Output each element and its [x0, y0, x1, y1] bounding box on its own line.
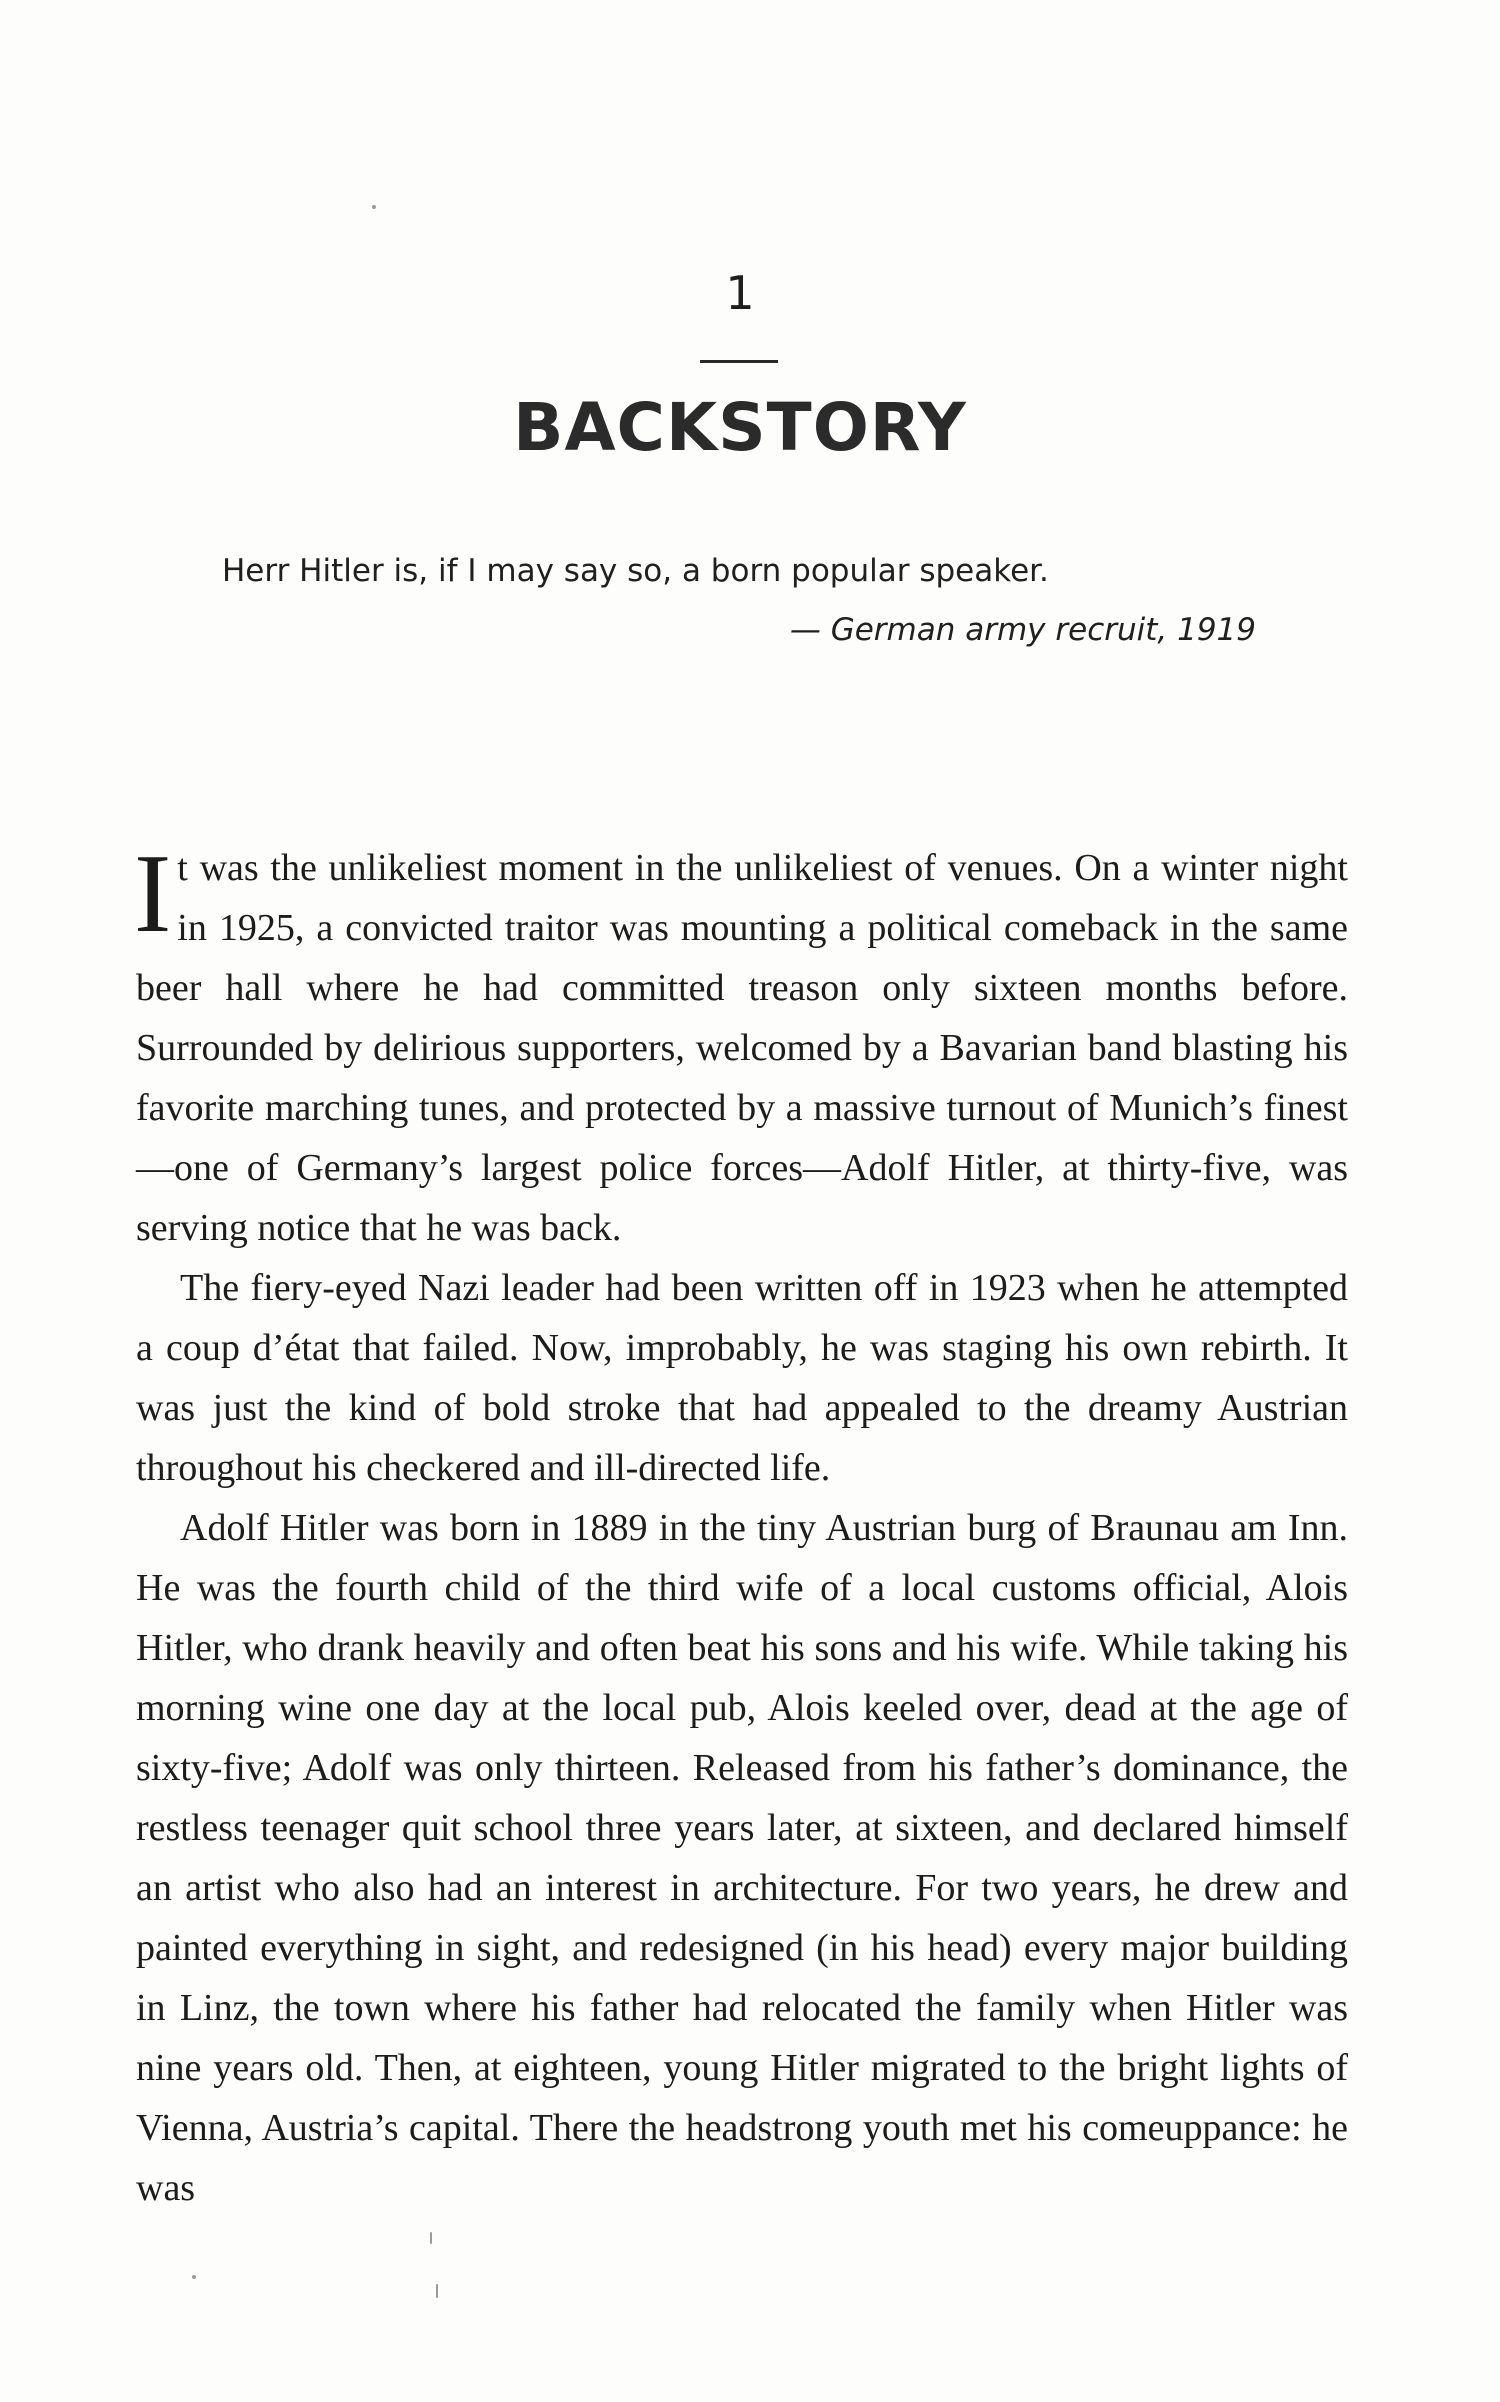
scan-speck — [436, 2284, 438, 2298]
drop-cap: I — [134, 832, 172, 956]
chapter-title: BACKSTORY — [513, 389, 967, 466]
body-text — [134, 832, 1348, 2218]
scan-speck — [372, 205, 376, 209]
epigraph-attribution: — German army recruit, 1919 — [789, 612, 1256, 648]
epigraph-quote: Herr Hitler is, if I may say so, a born popular speaker. — [222, 553, 1049, 589]
paragraph-3: Adolf Hitler was born in 1889 in the tiny Austrian burg of Braunau am Inn. He was the fourth child of the third wife of a local customs official, Alois Hitler, who drank heavily and often beat his sons and his wife. While taking his morning wine one day at the local pub, Alois keeled over, dead at the age of sixty-five; Adolf was only thirteen. Released from his father’s dominance, the restless teenager quit school three years later, at sixteen, and declared himself an artist who also had an interest in architecture. For two years, he drew and painted everything in sight, and redesigned (in his head) every major building in Linz, the town where his father had relocated the family when Hitler was nine years old. Then, at eighteen, young Hitler migrated to the bright lights of Vienna, Austria’s capital. There the headstrong youth met his comeuppance: he was — [136, 1507, 1348, 2209]
chapter-number: 1 — [725, 266, 755, 320]
scan-speck — [192, 2275, 196, 2279]
chapter-rule — [700, 360, 778, 363]
paragraph-1 — [134, 832, 1348, 1258]
scan-speck — [430, 2232, 432, 2244]
paragraph-2: The fiery-eyed Nazi leader had been written off in 1923 when he attempted a coup d’état that failed. Now, improbably, he was staging his own rebirth. It was just the kind of bold stroke that had appealed to the dreamy Austrian throughout his checkered and ill-directed life. — [136, 1267, 1348, 1489]
paragraph-1-text: t was the unlikeliest moment in the unlikeliest of venues. On a winter night in 1925, a convicted traitor was mounting a political comeback in the same beer hall where he had committed treason only sixteen months before. Surrounded by delirious supporters, welcomed by a Bavarian band blasting his favorite marching tunes, and protected by a massive turnout of Munich’s finest—one of Germany’s largest police forces—Adolf Hitler, at thirty-five, was serving notice that he was back. — [136, 847, 1348, 1249]
